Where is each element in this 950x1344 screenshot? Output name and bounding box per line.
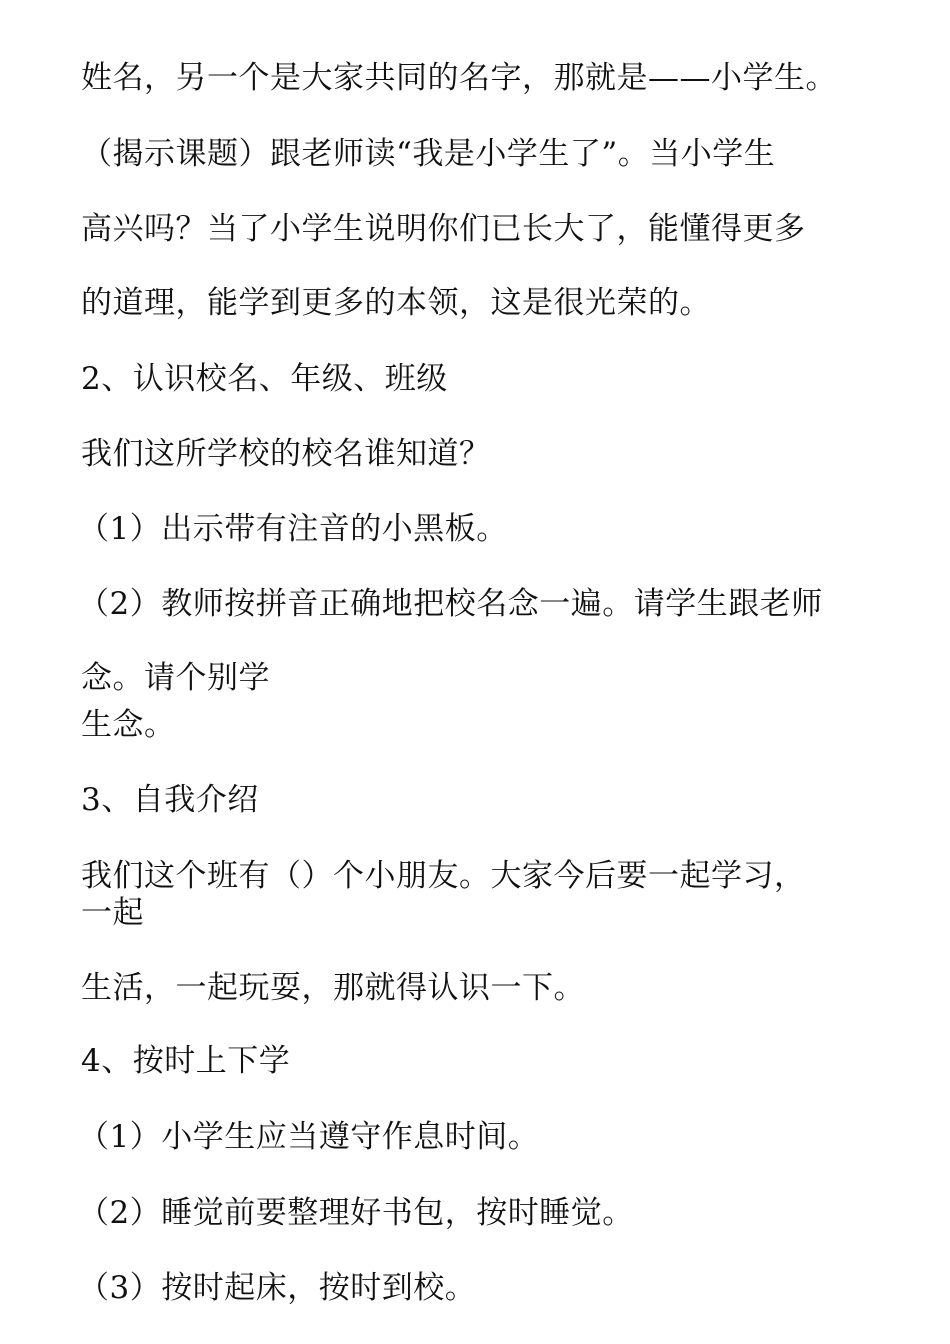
paragraph-line: 的道理，能学到更多的本领，这是很光荣的。 [81, 285, 711, 321]
list-item: （2）睡觉前要整理好书包，按时睡觉。 [78, 1195, 634, 1231]
paragraph-line: 念。请个别学 [81, 660, 270, 696]
paragraph-line: 姓名，另一个是大家共同的名字，那就是——小学生。 [81, 60, 837, 96]
list-item: （2）教师按拼音正确地把校名念一遍。请学生跟老师 [78, 586, 823, 622]
paragraph-line: 我们这个班有（）个小朋友。大家今后要一起学习， [81, 858, 806, 894]
paragraph-line: 我们这所学校的校名谁知道？ [81, 436, 491, 472]
section-heading: 3、自我介绍 [81, 782, 259, 818]
list-item: （1）出示带有注音的小黑板。 [78, 511, 508, 547]
paragraph-line: 生活，一起玩耍，那就得认识一下。 [81, 970, 585, 1006]
list-item: （3）按时起床，按时到校。 [78, 1270, 477, 1306]
paragraph-line: 生念。 [81, 707, 176, 743]
section-heading: 2、认识校名、年级、班级 [81, 361, 448, 397]
paragraph-line: 高兴吗？当了小学生说明你们已长大了，能懂得更多 [81, 211, 806, 247]
paragraph-line: （揭示课题）跟老师读“我是小学生了”。当小学生 [81, 136, 776, 172]
list-item: （1）小学生应当遵守作息时间。 [78, 1119, 540, 1155]
paragraph-line: 一起 [81, 895, 144, 931]
section-heading: 4、按时上下学 [81, 1043, 291, 1079]
